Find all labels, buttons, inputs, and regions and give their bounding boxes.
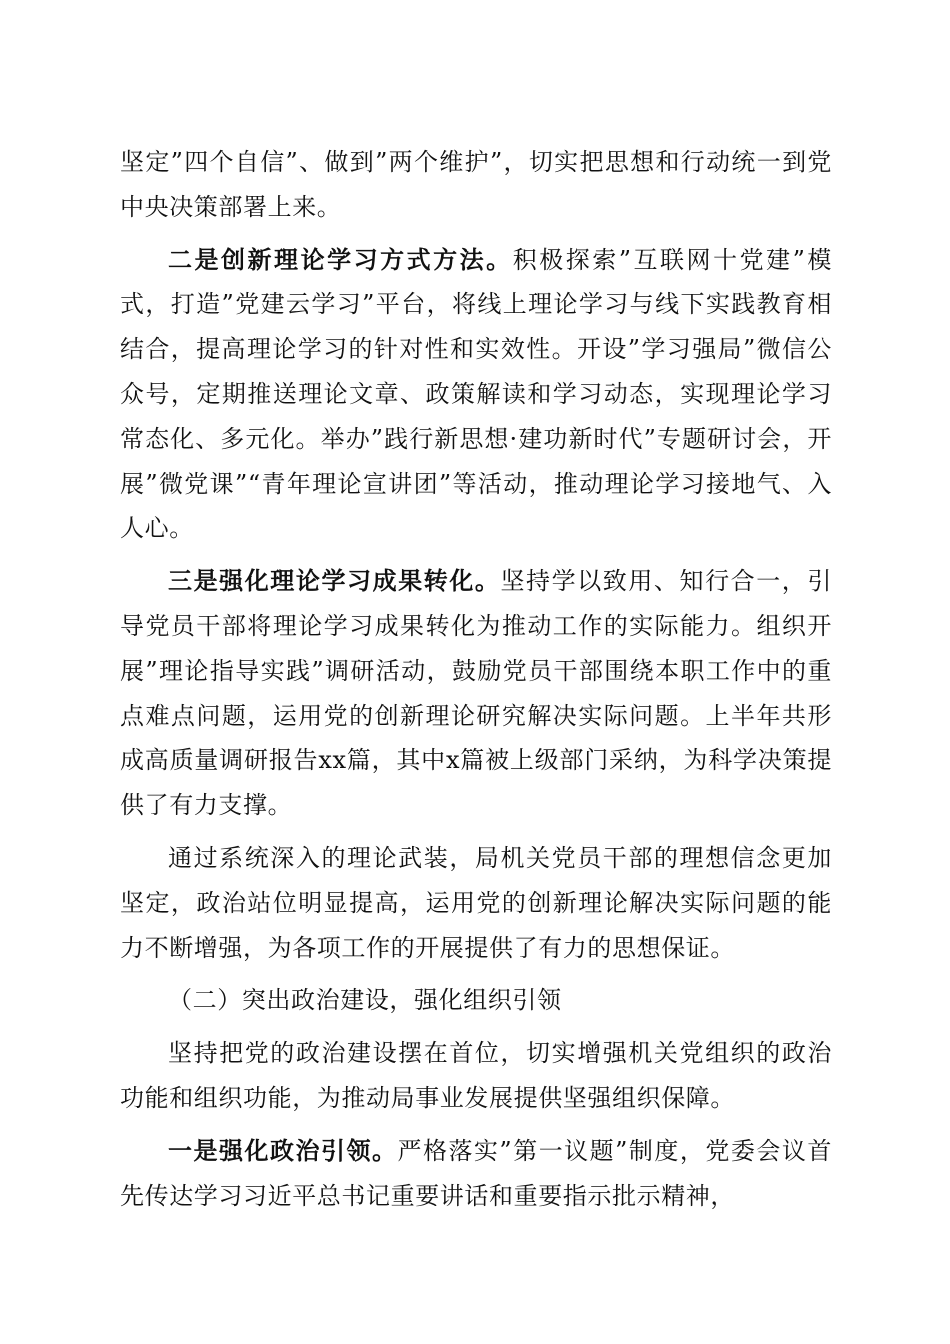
paragraph-text: 坚持把党的政治建设摆在首位，切实增强机关党组织的政治功能和组织功能，为推动局事业发展提供坚强组织保障。 [120, 1039, 832, 1112]
paragraph-political-leadership [120, 1129, 832, 1219]
paragraph-text: 严格落实”第一议题”制度，党委会议首先传达学习习近平总书记重要讲话和重要指示批示精神， [120, 1136, 832, 1210]
paragraph-summary [120, 836, 832, 970]
paragraph-text: 通过系统深入的理论武装，局机关党员干部的理想信念更加坚定，政治站位明显提高，运用党的创新理论解决实际问题的能力不断增强，为各项工作的开展提供了有力的思想保证。 [120, 843, 832, 962]
paragraph-text: 积极探索”互联网十党建”模式，打造”党建云学习”平台，将线上理论学习与线下实践教育相结合，提高理论学习的针对性和实效性。开设”学习强局”微信公众号，定期推送理论文章、政策解读和学习动态，实现理论学习常态化、多元化。举办”践行新思想·建功新时代”专题研讨会，开展”微党课”“青年理论宣讲团”等活动，推动理论学习接地气、入人心。 [120, 245, 832, 543]
paragraph-lead: 三是强化理论学习成果转化。 [168, 566, 501, 596]
paragraph-lead: 二是创新理论学习方式方法。 [168, 244, 513, 274]
paragraph-continuation [120, 140, 832, 230]
document-page [120, 140, 832, 1226]
paragraph-strengthen-results [120, 559, 832, 828]
paragraph-text: 坚持学以致用、知行合一，引导党员干部将理论学习成果转化为推动工作的实际能力。组织开展”理论指导实践”调研活动，鼓励党员干部围绕本职工作中的重点难点问题，运用党的创新理论研究解决实际问题。上半年共形成高质量调研报告xx篇，其中x篇被上级部门采纳，为科学决策提供了有力支撑。 [120, 567, 832, 820]
paragraph-innovate-study-methods [120, 238, 832, 552]
paragraph-political-building [120, 1031, 832, 1121]
section-heading: （二）突出政治建设，强化组织引领 [168, 986, 562, 1015]
paragraph-text: 坚定”四个自信”、做到”两个维护”，切实把思想和行动统一到党中央决策部署上来。 [120, 148, 832, 221]
paragraph-lead: 一是强化政治引领。 [168, 1135, 398, 1165]
